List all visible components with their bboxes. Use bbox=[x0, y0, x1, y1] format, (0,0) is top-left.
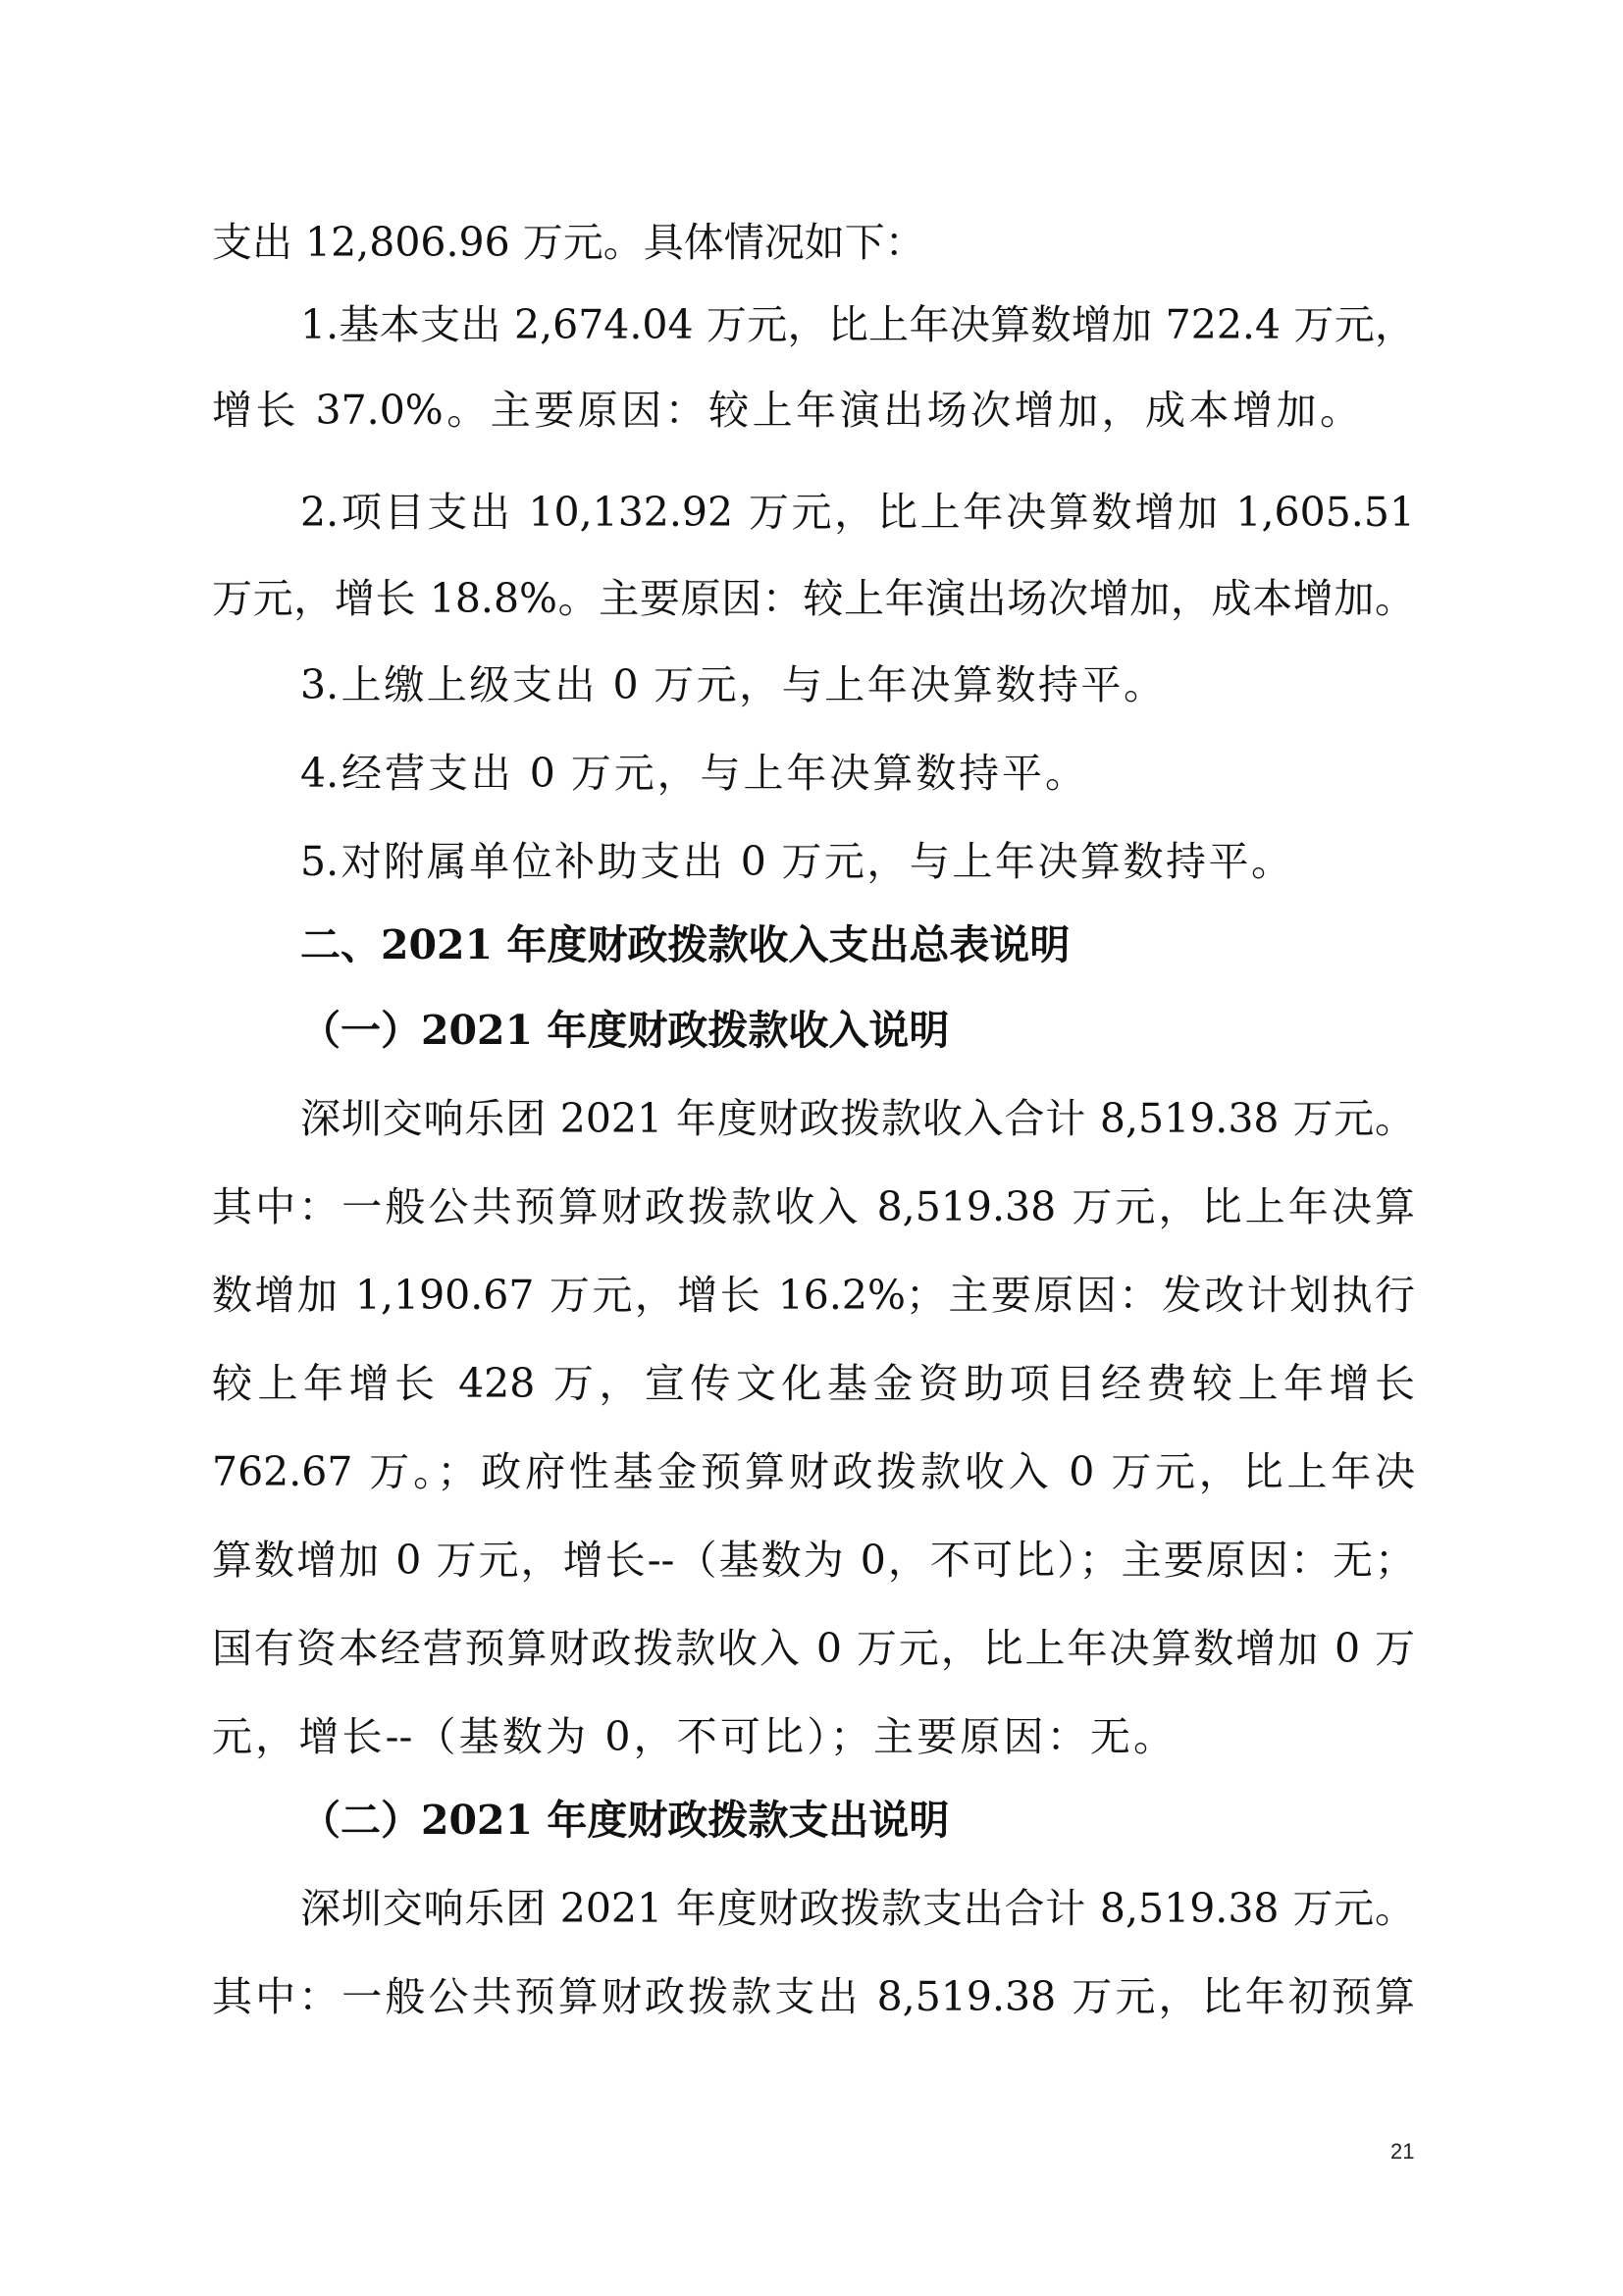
paragraph-line: 深圳交响乐团 2021 年度财政拨款支出合计 8,519.38 万元。 bbox=[300, 1885, 1415, 1932]
paragraph-line: 4.经营支出 0 万元，与上年决算数持平。 bbox=[300, 750, 1085, 797]
paragraph-line: 国有资本经营预算财政拨款收入 0 万元，比上年决算数增加 0 万 bbox=[212, 1625, 1415, 1672]
paragraph-line: 深圳交响乐团 2021 年度财政拨款收入合计 8,519.38 万元。 bbox=[300, 1095, 1415, 1142]
paragraph-line: 数增加 1,190.67 万元，增长 16.2%；主要原因：发改计划执行 bbox=[212, 1272, 1415, 1319]
paragraph-line: 1.基本支出 2,674.04 万元，比上年决算数增加 722.4 万元， bbox=[300, 301, 1415, 348]
paragraph-line: 支出 12,806.96 万元。具体情况如下： bbox=[212, 219, 925, 266]
paragraph-line: 其中：一般公共预算财政拨款支出 8,519.38 万元，比年初预算 bbox=[212, 1973, 1415, 2020]
paragraph-line: 762.67 万。；政府性基金预算财政拨款收入 0 万元，比上年决 bbox=[212, 1448, 1415, 1495]
paragraph-line: 3.上缴上级支出 0 万元，与上年决算数持平。 bbox=[300, 661, 1164, 708]
subsection-heading: （二）2021 年度财政拨款支出说明 bbox=[300, 1797, 950, 1844]
paragraph-line: 其中：一般公共预算财政拨款收入 8,519.38 万元，比上年决算 bbox=[212, 1183, 1415, 1230]
paragraph-line: 万元，增长 18.8%。主要原因：较上年演出场次增加，成本增加。 bbox=[212, 575, 1415, 622]
paragraph-line: 算数增加 0 万元，增长--（基数为 0，不可比）；主要原因：无； bbox=[212, 1537, 1415, 1584]
paragraph-line: 增长 37.0%。主要原因：较上年演出场次增加，成本增加。 bbox=[212, 387, 1360, 434]
paragraph-line: 2.项目支出 10,132.92 万元，比上年决算数增加 1,605.51 bbox=[300, 489, 1415, 536]
subsection-heading: （一）2021 年度财政拨款收入说明 bbox=[300, 1007, 950, 1054]
section-heading: 二、2021 年度财政拨款收入支出总表说明 bbox=[300, 921, 1071, 968]
page-number: 21 bbox=[1390, 2139, 1415, 2164]
paragraph-line: 较上年增长 428 万，宣传文化基金资助项目经费较上年增长 bbox=[212, 1360, 1415, 1407]
paragraph-line: 5.对附属单位补助支出 0 万元，与上年决算数持平。 bbox=[300, 838, 1291, 885]
paragraph-line: 元，增长--（基数为 0，不可比）；主要原因：无。 bbox=[212, 1713, 1174, 1760]
